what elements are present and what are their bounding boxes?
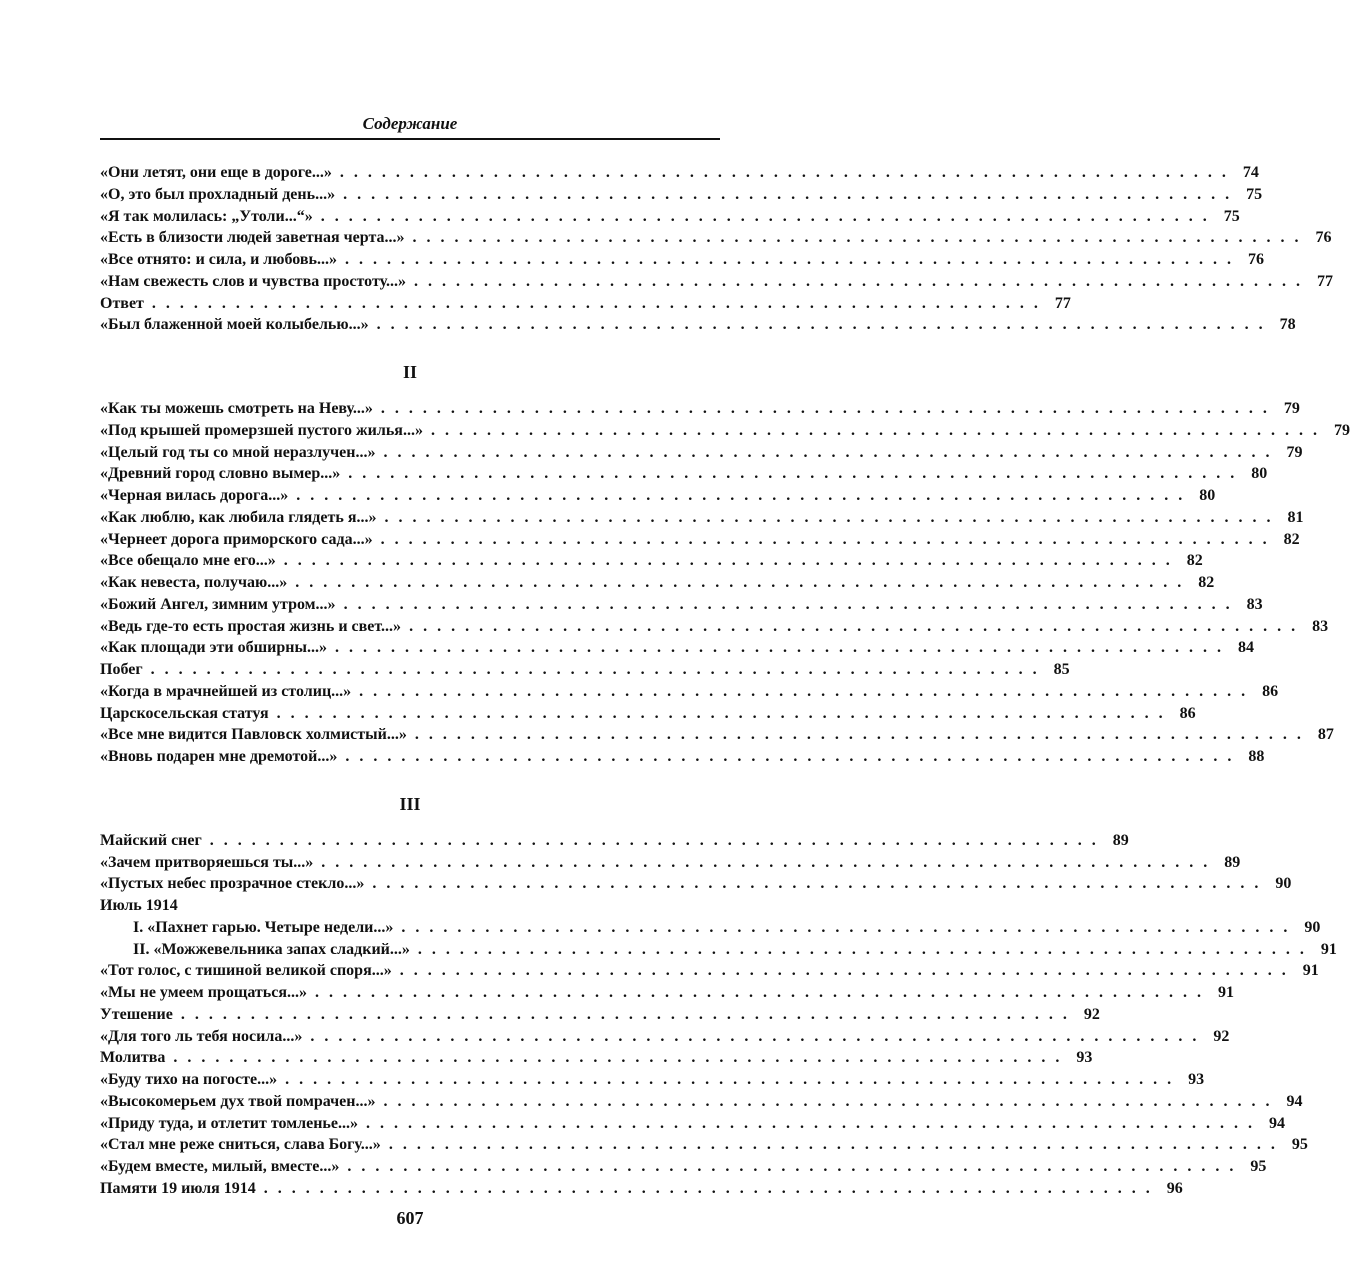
toc-entry bbox=[100, 184, 1263, 206]
dot-leader: . . . . . . . . . . . . . . . . . . . . . . . . . . . . . . . . . . . . . . . . . . . . . . . . . . . . . . . . . . . . . . . . bbox=[343, 185, 1233, 203]
toc-entry-title: «Я так молилась: „Утоли...“» bbox=[100, 207, 313, 225]
toc-entry-title: Майский снег bbox=[100, 831, 202, 849]
table-of-contents bbox=[100, 162, 1350, 1200]
section-heading: III bbox=[399, 793, 421, 814]
toc-entry-page: 91 bbox=[1302, 962, 1319, 980]
toc-entry bbox=[100, 724, 1334, 746]
dot-leader: . . . . . . . . . . . . . . . . . . . . . . . . . . . . . . . . . . . . . . . . . . . . . . . . . . . . . . . . . . . . . . . . bbox=[334, 639, 1224, 657]
toc-entry-title: «Стал мне реже сниться, слава Богу...» bbox=[100, 1136, 381, 1154]
dot-leader: . . . . . . . . . . . . . . . . . . . . . . . . . . . . . . . . . . . . . . . . . . . . . . . . . . . . . . . . . . . . . . . . bbox=[263, 1179, 1153, 1197]
toc-entry-title: «Под крышей промерзшей пустого жилья...» bbox=[100, 421, 423, 439]
toc-entry-title: «Целый год ты со мной неразлучен...» bbox=[100, 443, 376, 461]
toc-entry-page: 82 bbox=[1198, 574, 1215, 591]
toc-entry-page: 76 bbox=[1315, 229, 1332, 247]
toc-entry bbox=[100, 249, 1264, 271]
toc-entry-title: «О, это был прохладный день...» bbox=[100, 185, 336, 203]
dot-leader: . . . . . . . . . . . . . . . . . . . . . . . . . . . . . . . . . . . . . . . . . . . . . . . . . . . . . . . . . . . . . . . . bbox=[209, 831, 1099, 849]
toc-entry bbox=[100, 1004, 1100, 1026]
dot-leader: . . . . . . . . . . . . . . . . . . . . . . . . . . . . . . . . . . . . . . . . . . . . . . . . . . . . . . . . . . . . . . . . bbox=[345, 251, 1234, 268]
toc-entry-title: «Когда в мрачнейшей из столиц...» bbox=[100, 682, 352, 700]
toc-entry-page: 91 bbox=[1218, 984, 1234, 1001]
toc-entry bbox=[100, 659, 1070, 681]
dot-leader: . . . . . . . . . . . . . . . . . . . . . . . . . . . . . . . . . . . . . . . . . . . . . . . . . . . . . . . . . . . . . . . . bbox=[315, 984, 1204, 1001]
toc-entry bbox=[100, 681, 1279, 703]
dot-leader: . . . . . . . . . . . . . . . . . . . . . . . . . . . . . . . . . . . . . . . . . . . . . . . . . . . . . . . . . . . . . . . . bbox=[321, 853, 1211, 871]
toc-entry-title: «Как невеста, получаю...» bbox=[100, 574, 288, 591]
dot-leader: . . . . . . . . . . . . . . . . . . . . . . . . . . . . . . . . . . . . . . . . . . . . . . . . . . . . . . . . . . . . . . . . bbox=[359, 682, 1249, 700]
dot-leader: . . . . . . . . . . . . . . . . . . . . . . . . . . . . . . . . . . . . . . . . . . . . . . . . . . . . . . . . . . . . . . . . bbox=[296, 487, 1186, 504]
toc-entry-page: 75 bbox=[1246, 185, 1263, 203]
dot-leader: . . . . . . . . . . . . . . . . . . . . . . . . . . . . . . . . . . . . . . . . . . . . . . . . . . . . . . . . . . . . . . . . bbox=[399, 962, 1289, 980]
toc-entry-page: 77 bbox=[1054, 294, 1071, 312]
toc-entry-title: «Как ты можешь смотреть на Неву...» bbox=[100, 400, 373, 417]
dot-leader: . . . . . . . . . . . . . . . . . . . . . . . . . . . . . . . . . . . . . . . . . . . . . . . . . . . . . . . . . . . . . . . . bbox=[173, 1049, 1063, 1067]
toc-entry-title: «Как площади эти обширны...» bbox=[100, 639, 327, 657]
toc-entry-page: 81 bbox=[1287, 508, 1304, 526]
toc-entry bbox=[100, 227, 1332, 249]
toc-entry-page: 80 bbox=[1251, 465, 1268, 483]
toc-entry-page: 93 bbox=[1076, 1049, 1093, 1067]
dot-leader: . . . . . . . . . . . . . . . . . . . . . . . . . . . . . . . . . . . . . . . . . . . . . . . . . . . . . . . . . . . . . . . . bbox=[295, 574, 1185, 591]
dot-leader: . . . . . . . . . . . . . . . . . . . . . . . . . . . . . . . . . . . . . . . . . . . . . . . . . . . . . . . . . . . . . . . . bbox=[345, 748, 1235, 765]
toc-entry bbox=[100, 463, 1268, 485]
dot-leader: . . . . . . . . . . . . . . . . . . . . . . . . . . . . . . . . . . . . . . . . . . . . . . . . . . . . . . . . . . . . . . . . bbox=[376, 316, 1266, 334]
dot-leader: . . . . . . . . . . . . . . . . . . . . . . . . . . . . . . . . . . . . . . . . . . . . . . . . . . . . . . . . . . . . . . . . bbox=[180, 1005, 1070, 1023]
dot-leader: . . . . . . . . . . . . . . . . . . . . . . . . . . . . . . . . . . . . . . . . . . . . . . . . . . . . . . . . . . . . . . . . bbox=[283, 552, 1173, 570]
toc-entry bbox=[100, 873, 1292, 895]
dot-leader: . . . . . . . . . . . . . . . . . . . . . . . . . . . . . . . . . . . . . . . . . . . . . . . . . . . . . . . . . . . . . . . . bbox=[409, 617, 1299, 635]
toc-entry bbox=[100, 293, 1071, 315]
toc-entry bbox=[100, 314, 1296, 336]
toc-entry bbox=[100, 1047, 1093, 1069]
toc-entry bbox=[100, 162, 1259, 184]
toc-entry-title: «Был блаженной моей колыбелью...» bbox=[100, 316, 369, 334]
toc-entry bbox=[100, 420, 1350, 442]
toc-entry-title: «Черная вилась дорога...» bbox=[100, 487, 289, 504]
toc-entry bbox=[100, 637, 1254, 659]
dot-leader: . . . . . . . . . . . . . . . . . . . . . . . . . . . . . . . . . . . . . . . . . . . . . . . . . . . . . . . . . . . . . . . . bbox=[151, 294, 1041, 312]
dot-leader: . . . . . . . . . . . . . . . . . . . . . . . . . . . . . . . . . . . . . . . . . . . . . . . . . . . . . . . . . . . . . . . . bbox=[388, 1136, 1278, 1154]
toc-entry-title: «Все отнято: и сила, и любовь...» bbox=[100, 251, 337, 268]
toc-entry-title: «Тот голос, с тишиной великой споря...» bbox=[100, 962, 392, 980]
toc-entry-page: 78 bbox=[1279, 316, 1296, 334]
toc-entry bbox=[100, 550, 1203, 572]
toc-entry-title: «Для того ль тебя носила...» bbox=[100, 1027, 303, 1045]
toc-entry bbox=[100, 852, 1241, 874]
toc-entry bbox=[100, 485, 1216, 507]
toc-entry bbox=[100, 442, 1303, 464]
toc-entry-title: «Есть в близости людей заветная черта...» bbox=[100, 229, 405, 247]
dot-leader: . . . . . . . . . . . . . . . . . . . . . . . . . . . . . . . . . . . . . . . . . . . . . . . . . . . . . . . . . . . . . . . . bbox=[380, 400, 1270, 417]
toc-entry-page: 94 bbox=[1268, 1114, 1285, 1132]
toc-entry-title: «Пустых небес прозрачное стекло...» bbox=[100, 875, 365, 893]
page-number: 607 bbox=[396, 1208, 424, 1228]
running-header-title: Содержание bbox=[362, 114, 458, 133]
toc-entry bbox=[100, 507, 1304, 529]
dot-leader: . . . . . . . . . . . . . . . . . . . . . . . . . . . . . . . . . . . . . . . . . . . . . . . . . . . . . . . . . . . . . . . . bbox=[383, 443, 1273, 461]
toc-entry-page: 79 bbox=[1286, 443, 1303, 461]
dot-leader: . . . . . . . . . . . . . . . . . . . . . . . . . . . . . . . . . . . . . . . . . . . . . . . . . . . . . . . . . . . . . . . . bbox=[417, 940, 1307, 958]
toc-entry bbox=[100, 982, 1234, 1004]
toc-entry-page: 82 bbox=[1283, 530, 1300, 548]
toc-entry bbox=[100, 1026, 1230, 1048]
toc-entry bbox=[100, 206, 1240, 228]
toc-entry-page: 88 bbox=[1248, 748, 1265, 765]
toc-entry-title: Молитва bbox=[100, 1049, 166, 1067]
toc-entry bbox=[100, 917, 1321, 939]
toc-entry-page: 87 bbox=[1317, 726, 1334, 744]
toc-entry-title: «Высокомерьем дух твой помрачен...» bbox=[100, 1092, 376, 1110]
toc-entry-page: 74 bbox=[1242, 164, 1259, 181]
toc-entry bbox=[100, 1069, 1205, 1091]
toc-entry-title: Ответ bbox=[100, 294, 144, 312]
toc-entry-title: «Буду тихо на погосте...» bbox=[100, 1071, 278, 1088]
toc-entry-title: «Все мне видится Павловск холмистый...» bbox=[100, 726, 407, 744]
toc-entry-title: «Древний город словно вымер...» bbox=[100, 465, 341, 483]
toc-entry bbox=[100, 960, 1319, 982]
toc-entry bbox=[100, 1091, 1303, 1113]
dot-leader: . . . . . . . . . . . . . . . . . . . . . . . . . . . . . . . . . . . . . . . . . . . . . . . . . . . . . . . . . . . . . . . . bbox=[372, 875, 1262, 893]
toc-entry bbox=[100, 746, 1265, 768]
toc-entry-page: 79 bbox=[1333, 421, 1350, 439]
toc-entry-title: «Приду туда, и отлетит томленье...» bbox=[100, 1114, 358, 1132]
toc-entry-page: 91 bbox=[1320, 940, 1337, 958]
toc-entry-page: 77 bbox=[1317, 272, 1333, 290]
toc-entry-title: I. «Пахнет гарью. Четыре недели...» bbox=[133, 918, 394, 936]
toc-entry-page: 95 bbox=[1250, 1158, 1267, 1175]
header-rule bbox=[100, 138, 720, 140]
toc-entry bbox=[100, 572, 1215, 594]
toc-entry bbox=[100, 271, 1333, 293]
toc-entry-page: 96 bbox=[1166, 1179, 1183, 1197]
toc-entry-page: 90 bbox=[1275, 875, 1292, 893]
toc-entry bbox=[100, 616, 1329, 638]
dot-leader: . . . . . . . . . . . . . . . . . . . . . . . . . . . . . . . . . . . . . . . . . . . . . . . . . . . . . . . . . . . . . . . . bbox=[150, 661, 1040, 678]
toc-entry-page: 89 bbox=[1112, 831, 1129, 849]
toc-entry-page: 75 bbox=[1223, 207, 1240, 225]
section-heading: II bbox=[402, 362, 417, 382]
dot-leader: . . . . . . . . . . . . . . . . . . . . . . . . . . . . . . . . . . . . . . . . . . . . . . . . . . . . . . . . . . . . . . . . bbox=[383, 1092, 1273, 1110]
toc-entry-title: Июль 1914 bbox=[100, 897, 178, 914]
toc-entry-page: 93 bbox=[1188, 1071, 1205, 1088]
toc-entry-title: Царскосельская статуя bbox=[100, 704, 269, 722]
toc-entry-page: 82 bbox=[1186, 552, 1203, 570]
toc-entry-page: 84 bbox=[1237, 639, 1254, 657]
toc-entry-page: 95 bbox=[1291, 1136, 1308, 1154]
toc-entry-page: 92 bbox=[1083, 1005, 1100, 1023]
toc-entry-title: «Божий Ангел, зимним утром...» bbox=[100, 595, 336, 613]
dot-leader: . . . . . . . . . . . . . . . . . . . . . . . . . . . . . . . . . . . . . . . . . . . . . . . . . . . . . . . . . . . . . . . . bbox=[347, 1158, 1237, 1175]
dot-leader: . . . . . . . . . . . . . . . . . . . . . . . . . . . . . . . . . . . . . . . . . . . . . . . . . . . . . . . . . . . . . . . . bbox=[365, 1114, 1255, 1132]
toc-entry-page: 89 bbox=[1224, 853, 1241, 871]
toc-entry-title: «Ведь где-то есть простая жизнь и свет...» bbox=[100, 617, 402, 635]
toc-entry-title: «Нам свежесть слов и чувства простоту...» bbox=[100, 272, 406, 290]
toc-entry bbox=[100, 830, 1129, 852]
toc-entry bbox=[100, 594, 1263, 616]
toc-entry-page: 83 bbox=[1312, 617, 1329, 635]
dot-leader: . . . . . . . . . . . . . . . . . . . . . . . . . . . . . . . . . . . . . . . . . . . . . . . . . . . . . . . . . . . . . . . . bbox=[285, 1071, 1175, 1088]
toc-entry-page: 94 bbox=[1286, 1092, 1303, 1110]
dot-leader: . . . . . . . . . . . . . . . . . . . . . . . . . . . . . . . . . . . . . . . . . . . . . . . . . . . . . . . . . . . . . . . . bbox=[430, 421, 1320, 439]
toc-entry-title: Утешение bbox=[100, 1005, 173, 1023]
toc-entry bbox=[100, 1134, 1308, 1156]
toc-entry-title: Побег bbox=[100, 661, 143, 678]
toc-entry-title: «Будем вместе, милый, вместе...» bbox=[100, 1158, 340, 1175]
dot-leader: . . . . . . . . . . . . . . . . . . . . . . . . . . . . . . . . . . . . . . . . . . . . . . . . . . . . . . . . . . . . . . . . bbox=[276, 704, 1166, 722]
toc-entry-page: 86 bbox=[1262, 682, 1279, 700]
toc-entry-title: «Все обещало мне его...» bbox=[100, 552, 276, 570]
toc-entry-title: «Чернеет дорога приморского сада...» bbox=[100, 530, 373, 548]
toc-entry bbox=[100, 1178, 1183, 1200]
toc-entry-page: 76 bbox=[1248, 251, 1264, 268]
toc-entry-title: «Мы не умеем прощаться...» bbox=[100, 984, 307, 1001]
dot-leader: . . . . . . . . . . . . . . . . . . . . . . . . . . . . . . . . . . . . . . . . . . . . . . . . . . . . . . . . . . . . . . . . bbox=[320, 207, 1210, 225]
toc-entry bbox=[100, 703, 1196, 725]
toc-entry-page: 79 bbox=[1283, 400, 1300, 417]
toc-entry bbox=[100, 1156, 1267, 1178]
toc-entry-page: 86 bbox=[1179, 704, 1196, 722]
dot-leader: . . . . . . . . . . . . . . . . . . . . . . . . . . . . . . . . . . . . . . . . . . . . . . . . . . . . . . . . . . . . . . . . bbox=[380, 530, 1270, 548]
dot-leader: . . . . . . . . . . . . . . . . . . . . . . . . . . . . . . . . . . . . . . . . . . . . . . . . . . . . . . . . . . . . . . . . bbox=[310, 1027, 1200, 1045]
toc-entry-page: 80 bbox=[1199, 487, 1216, 504]
toc-entry-page: 92 bbox=[1213, 1027, 1230, 1045]
toc-entry bbox=[100, 939, 1337, 961]
toc-entry bbox=[100, 398, 1300, 420]
toc-entry-page: 90 bbox=[1304, 918, 1321, 936]
dot-leader: . . . . . . . . . . . . . . . . . . . . . . . . . . . . . . . . . . . . . . . . . . . . . . . . . . . . . . . . . . . . . . . . bbox=[412, 229, 1302, 247]
toc-entry-page: 83 bbox=[1246, 595, 1263, 613]
dot-leader: . . . . . . . . . . . . . . . . . . . . . . . . . . . . . . . . . . . . . . . . . . . . . . . . . . . . . . . . . . . . . . . . bbox=[401, 918, 1291, 936]
dot-leader: . . . . . . . . . . . . . . . . . . . . . . . . . . . . . . . . . . . . . . . . . . . . . . . . . . . . . . . . . . . . . . . . bbox=[414, 272, 1303, 290]
toc-entry-title: II. «Можжевельника запах сладкий...» bbox=[133, 940, 410, 958]
toc-entry bbox=[100, 529, 1300, 551]
toc-entry-title: Памяти 19 июля 1914 bbox=[100, 1179, 256, 1197]
dot-leader: . . . . . . . . . . . . . . . . . . . . . . . . . . . . . . . . . . . . . . . . . . . . . . . . . . . . . . . . . . . . . . . . bbox=[339, 164, 1229, 181]
toc-entry-title: «Зачем притворяешься ты...» bbox=[100, 853, 314, 871]
toc-entry-title: «Они летят, они еще в дороге...» bbox=[100, 164, 332, 181]
toc-entry bbox=[100, 1113, 1285, 1135]
toc-entry-page: 85 bbox=[1053, 661, 1070, 678]
toc-entry-title: «Вновь подарен мне дремотой...» bbox=[100, 748, 338, 765]
dot-leader: . . . . . . . . . . . . . . . . . . . . . . . . . . . . . . . . . . . . . . . . . . . . . . . . . . . . . . . . . . . . . . . . bbox=[348, 465, 1238, 483]
toc-entry bbox=[100, 895, 720, 917]
dot-leader: . . . . . . . . . . . . . . . . . . . . . . . . . . . . . . . . . . . . . . . . . . . . . . . . . . . . . . . . . . . . . . . . bbox=[343, 595, 1233, 613]
dot-leader: . . . . . . . . . . . . . . . . . . . . . . . . . . . . . . . . . . . . . . . . . . . . . . . . . . . . . . . . . . . . . . . . bbox=[414, 726, 1304, 744]
toc-entry-title: «Как люблю, как любила глядеть я...» bbox=[100, 508, 377, 526]
dot-leader: . . . . . . . . . . . . . . . . . . . . . . . . . . . . . . . . . . . . . . . . . . . . . . . . . . . . . . . . . . . . . . . . bbox=[384, 508, 1274, 526]
